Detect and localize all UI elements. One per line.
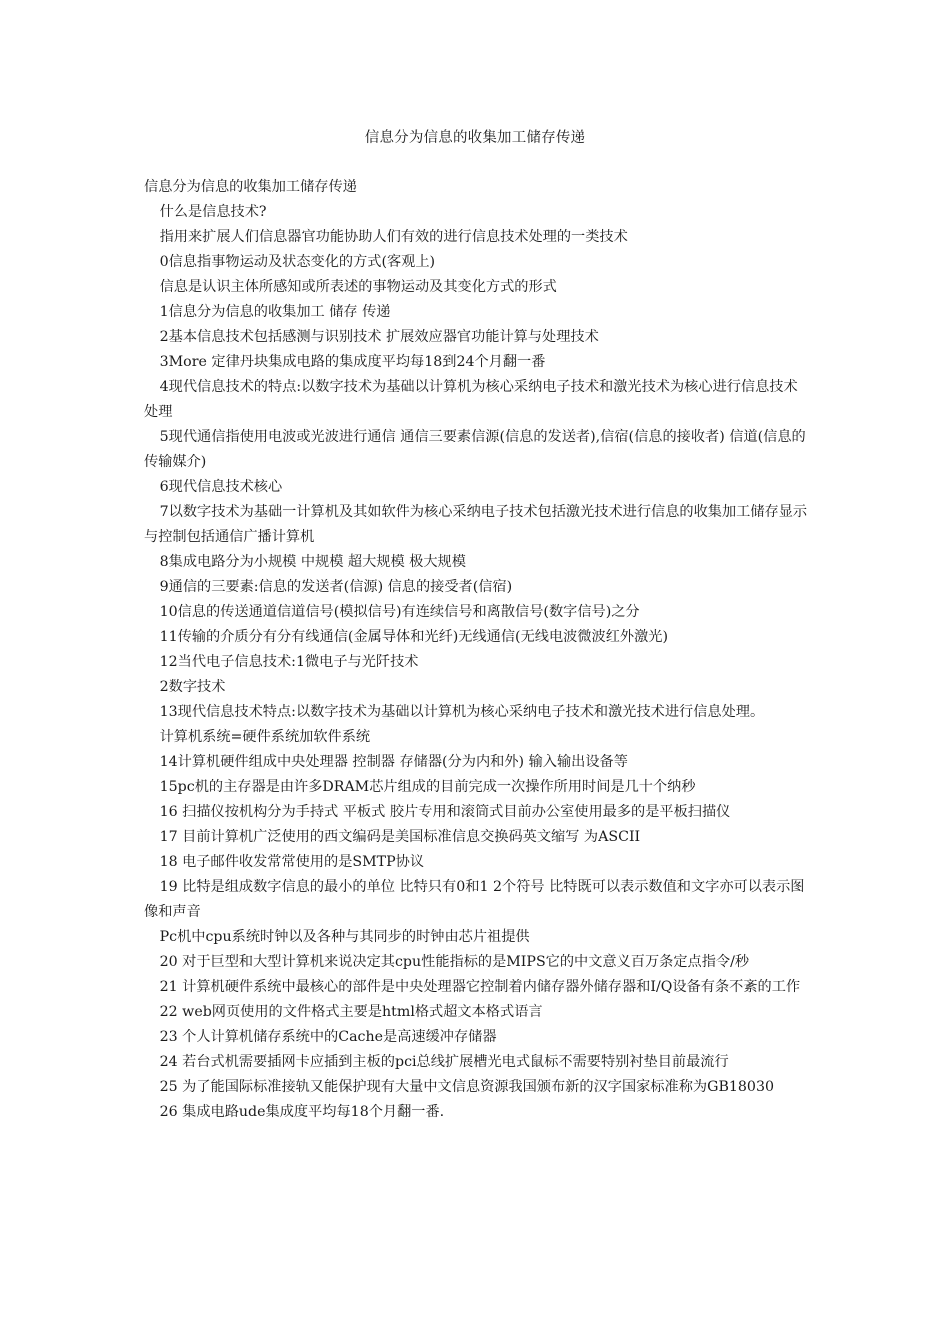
paragraph: 信息是认识主体所感知或所表述的事物运动及其变化方式的形式 — [159, 279, 557, 295]
paragraph: 23 个人计算机储存系统中的Cache是高速缓冲存储器 — [159, 1029, 497, 1045]
document-title: 信息分为信息的收集加工储存传递 — [364, 130, 586, 146]
paragraph: 8集成电路分为小规模 中规模 超大规模 极大规模 — [159, 554, 466, 570]
paragraph: Pc机中cpu系统时钟以及各种与其同步的时钟由芯片祖提供 — [159, 929, 530, 945]
paragraph: 19 比特是组成数字信息的最小的单位 比特只有0和1 2个符号 比特既可以表示数值和文字亦可以表示图像和声音 — [144, 879, 805, 920]
paragraph: 22 web网页使用的文件格式主要是html格式超文本格式语言 — [159, 1004, 543, 1020]
paragraph: 16 扫描仪按机构分为手持式 平板式 胶片专用和滚筒式目前办公室使用最多的是平板扫描仪 — [159, 804, 731, 820]
paragraph: 2基本信息技术包括感测与识别技术 扩展效应器官功能计算与处理技术 — [159, 329, 599, 345]
paragraph: 18 电子邮件收发常常使用的是SMTP协议 — [159, 854, 425, 870]
paragraph: 指用来扩展人们信息器官功能协助人们有效的进行信息技术处理的一类技术 — [159, 229, 628, 245]
paragraph: 1信息分为信息的收集加工 储存 传递 — [159, 304, 391, 320]
paragraph: 26 集成电路ude集成度平均每18个月翻一番. — [159, 1104, 445, 1120]
paragraph: 20 对于巨型和大型计算机来说决定其cpu性能指标的是MIPS它的中文意义百万条定点指令/秒 — [159, 954, 750, 970]
paragraph: 3More 定律丹块集成电路的集成度平均每18到24个月翻一番 — [159, 354, 546, 370]
paragraph: 13现代信息技术特点:以数字技术为基础以计算机为核心采纳电子技术和激光技术进行信息处理。 — [159, 704, 765, 720]
paragraph: 计算机系统=硬件系统加软件系统 — [159, 729, 371, 745]
paragraph: 什么是信息技术? — [159, 204, 267, 220]
paragraph: 11传输的介质分有分有线通信(金属导体和光纤)无线通信(无线电波微波红外激光) — [159, 629, 668, 645]
paragraph: 6现代信息技术核心 — [159, 479, 283, 495]
paragraph: 17 目前计算机广泛使用的西文编码是美国标准信息交换码英文缩写 为ASCII — [159, 829, 641, 845]
paragraph: 10信息的传送通道信道信号(模拟信号)有连续信号和离散信号(数字信号)之分 — [159, 604, 640, 620]
paragraph: 21 计算机硬件系统中最核心的部件是中央处理器它控制着内储存器外储存器和I/Q设备有条不紊的工作 — [159, 979, 801, 995]
paragraph: 0信息指事物运动及状态变化的方式(客观上) — [159, 254, 436, 270]
paragraph: 9通信的三要素:信息的发送者(信源) 信息的接受者(信宿) — [159, 579, 513, 595]
document-body — [144, 175, 808, 1125]
paragraph: 15pc机的主存器是由许多DRAM芯片组成的目前完成一次操作所用时间是几十个纳秒 — [159, 779, 696, 795]
paragraph: 信息分为信息的收集加工储存传递 — [144, 179, 357, 195]
paragraph: 4现代信息技术的特点:以数字技术为基础以计算机为核心采纳电子技术和激光技术为核心进行信息技术处理 — [144, 379, 798, 420]
paragraph: 24 若台式机需要插网卡应插到主板的pci总线扩展槽光电式鼠标不需要特别衬垫目前最流行 — [159, 1054, 729, 1070]
paragraph: 7以数字技术为基础一计算机及其如软件为核心采纳电子技术包括激光技术进行信息的收集加工储存显示与控制包括通信广播计算机 — [144, 504, 808, 545]
paragraph: 5现代通信指使用电波或光波进行通信 通信三要素信源(信息的发送者),信宿(信息的接收者) 信道(信息的传输媒介) — [144, 429, 806, 470]
paragraph: 2数字技术 — [159, 679, 226, 695]
paragraph: 14计算机硬件组成中央处理器 控制器 存储器(分为内和外) 输入输出设备等 — [159, 754, 628, 770]
paragraph: 12当代电子信息技术:1微电子与光阡技术 — [159, 654, 419, 670]
paragraph: 25 为了能国际标准接轨又能保护现有大量中文信息资源我国颁布新的汉字国家标准称为GB18030 — [159, 1079, 775, 1095]
